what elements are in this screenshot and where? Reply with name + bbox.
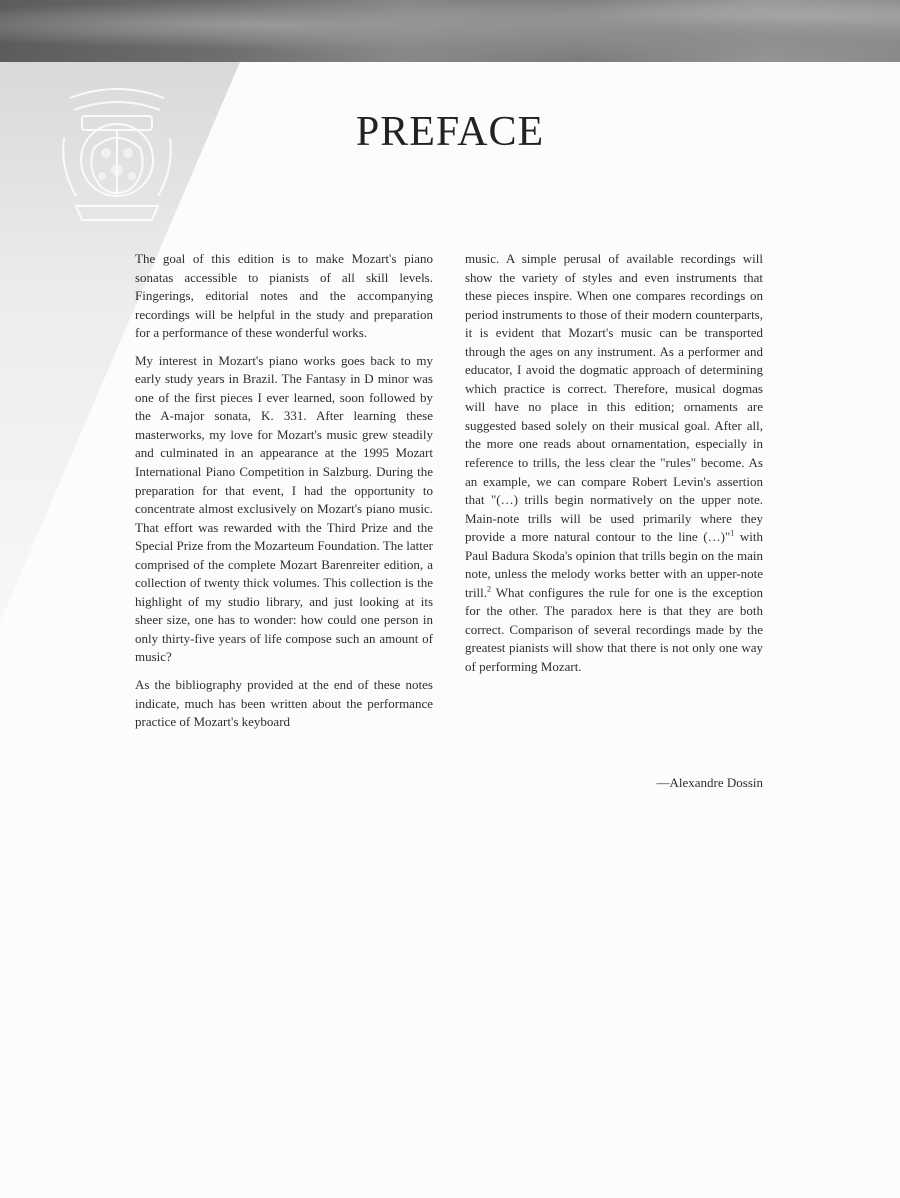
author-signature: —Alexandre Dossin xyxy=(656,775,763,790)
paragraph-text: music. A simple perusal of available recordings will show the variety of styles and even instruments that these pieces inspire. When one compares recordings on period instruments to those of their modern counterparts, it is evident that Mozart's music can be transported through the ages on any instrument. As a performer and educator, I avoid the dogmatic approach of determining which practice is correct. Therefore, musical dogmas will have no place in this edition; ornaments are suggested based solely on their musical goal. After all, the more one reads about ornamentation, especially in reference to trills, the less clear the "rules" become. As an example, we can compare Robert Levin's assertion that "(…) trills begin normatively on the upper note. Main-note trills will be used primarily where they provide a more natural contour to the line (…)" xyxy=(465,251,763,545)
paragraph xyxy=(465,250,763,677)
page-title: PREFACE xyxy=(355,109,545,155)
footnote-marker: 1 xyxy=(730,528,735,538)
paragraph: The goal of this edition is to make Mozart's piano sonatas accessible to pianists of all skill levels. Fingerings, editorial notes and the accompanying recordings will be helpful in the study and preparation for a performance of these wonderful works. xyxy=(135,251,433,341)
left-text-column xyxy=(135,250,433,741)
paragraph: As the bibliography provided at the end of these notes indicate, much has been written about the performance practice of Mozart's keyboard xyxy=(135,677,433,730)
paragraph-text: with Paul Badura Skoda's opinion that trills begin on the main note, unless the melody works better with an upper-note trill. xyxy=(465,529,763,600)
right-text-column xyxy=(465,250,763,686)
header-band xyxy=(0,0,900,62)
paragraph: My interest in Mozart's piano works goes back to my early study years in Brazil. The Fantasy in D minor was one of the first pieces I ever learned, soon followed by the A-major sonata, K. 331. After learning these masterworks, my love for Mozart's music grew steadily and culminated in an appearance at the 1995 Mozart International Piano Competition in Salzburg. During the preparation for that event, I had the opportunity to concentrate almost exclusively on Mozart's piano music. That effort was rewarded with the Third Prize and the Special Prize from the Mozarteum Foundation. The latter comprised of the complete Mozart Barenreiter edition, a collection of twenty thick volumes. This collection is the highlight of my studio library, and just looking at its sheer size, one has to wonder: how could one person in only thirty-five years of life compose such an amount of music? xyxy=(135,352,433,665)
footnote-marker: 2 xyxy=(487,584,492,594)
paragraph-text: What configures the rule for one is the exception for the other. The paradox here is that they are both correct. Comparison of several recordings made by the greatest pianists will show that there is not only one way of performing Mozart. xyxy=(465,584,763,675)
